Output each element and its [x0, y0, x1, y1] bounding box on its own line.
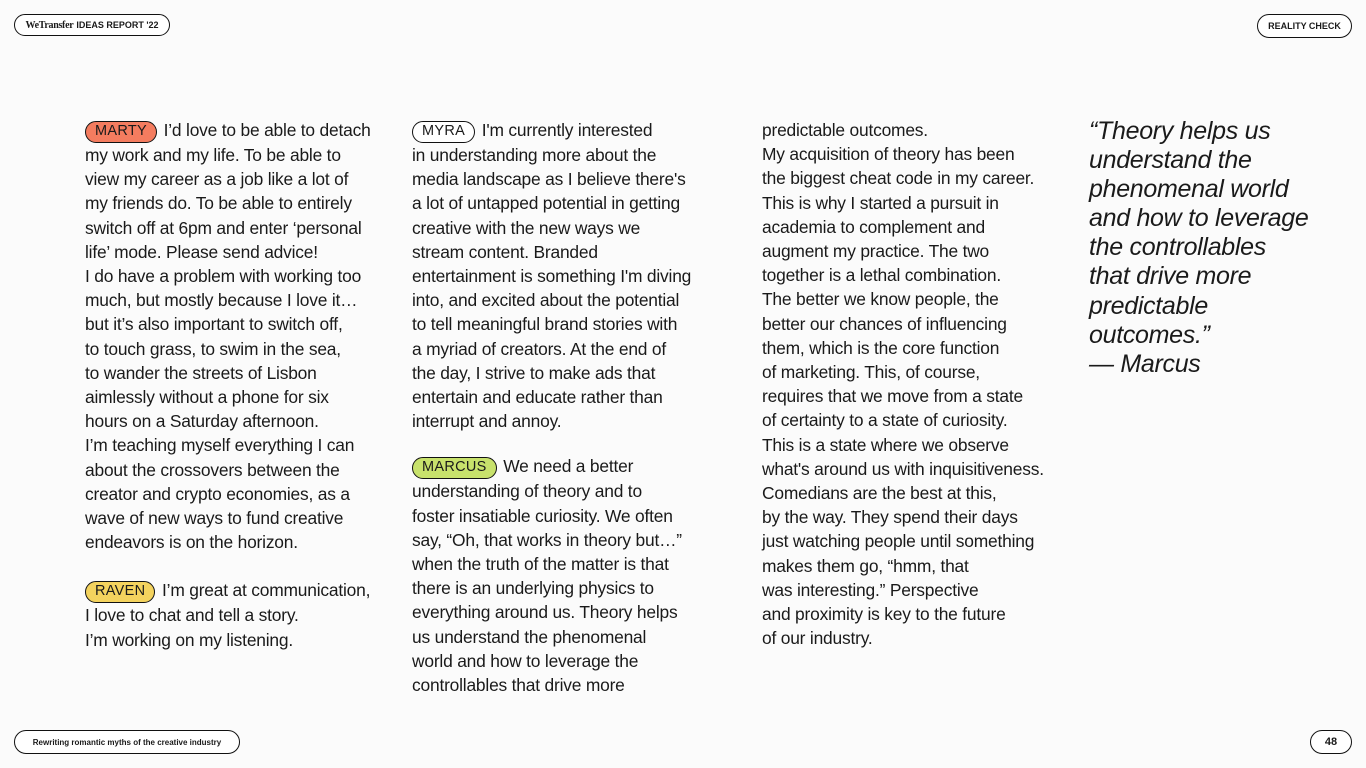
text-line: just watching people until something [762, 531, 1035, 552]
text-line: a lot of untapped potential in getting [412, 193, 680, 214]
text-line: about the crossovers between the [85, 459, 340, 480]
text-line: predictable outcomes. [762, 120, 928, 140]
text-line: my friends do. To be able to entirely [85, 193, 352, 214]
report-title-badge[interactable] [14, 14, 170, 36]
text-line: My acquisition of theory has been [762, 144, 1015, 165]
text-line: the day, I strive to make ads that [412, 362, 656, 383]
text-line: This is why I started a pursuit in [762, 192, 999, 213]
text-line: say, “Oh, that works in theory but…” [412, 529, 682, 550]
marty-paragraph [85, 118, 385, 554]
text-line: makes them go, “hmm, that [762, 555, 969, 576]
text-line: them, which is the core function [762, 337, 1000, 358]
text-line: I’m great at communication, [162, 580, 371, 601]
text-line: into, and excited about the potential [412, 290, 680, 311]
text-line: in understanding more about the [412, 145, 657, 165]
text-line: predictable [1089, 291, 1209, 320]
text-line: augment my practice. The two [762, 241, 990, 262]
text-line: by the way. They spend their days [762, 507, 1018, 528]
text-line: together is a lethal combination. [762, 265, 1001, 286]
text-line: understand the [1089, 146, 1252, 175]
text-line: world and how to leverage the [412, 650, 639, 671]
text-line: entertainment is something I'm diving [412, 266, 692, 287]
text-line: requires that we move from a state [762, 386, 1023, 407]
brand-logo: WeTransfer [25, 19, 74, 31]
section-badge[interactable]: REALITY CHECK [1257, 14, 1352, 38]
text-line: This is a state where we observe [762, 434, 1009, 455]
text-line: to tell meaningful brand stories with [412, 314, 678, 335]
text-line: — Marcus [1089, 349, 1201, 378]
myra-paragraph [412, 118, 712, 433]
text-line: endeavors is on the horizon. [85, 532, 298, 553]
text-line: foster insatiable curiosity. We often [412, 505, 673, 526]
text-line: hours on a Saturday afternoon. [85, 411, 319, 432]
marcus-tag: MARCUS [412, 457, 497, 479]
pull-quote-text [1089, 117, 1349, 379]
text-line: controllables that drive more [412, 675, 625, 696]
text-line: life’ mode. Please send advice! [85, 241, 318, 262]
text-line: media landscape as I believe there's [412, 169, 686, 190]
text-line: outcomes.” [1089, 320, 1210, 349]
text-line: We need a better [503, 456, 634, 477]
text-line: to wander the streets of Lisbon [85, 362, 317, 383]
text-line: what's around us with inquisitiveness. [762, 458, 1044, 479]
text-line: the biggest cheat code in my career. [762, 168, 1035, 189]
raven-paragraph [85, 578, 385, 651]
column-3 [762, 118, 1062, 650]
text-line: my work and my life. To be able to [85, 145, 341, 165]
text-line: was interesting.” Perspective [762, 579, 979, 600]
text-line: that drive more [1089, 262, 1252, 291]
text-line: interrupt and annoy. [412, 411, 562, 432]
text-line: entertain and educate rather than [412, 387, 663, 408]
column-2 [412, 118, 712, 697]
raven-tag: RAVEN [85, 581, 155, 603]
text-line: view my career as a job like a lot of [85, 169, 349, 190]
pull-quote [1089, 117, 1349, 379]
text-line: I’m working on my listening. [85, 629, 293, 650]
text-line: aimlessly without a phone for six [85, 387, 329, 408]
text-line: I love to chat and tell a story. [85, 605, 299, 626]
text-line: and how to leverage [1089, 204, 1309, 233]
text-line: creator and crypto economies, as a [85, 483, 350, 504]
text-line: I’d love to be able to detach [163, 120, 371, 140]
marcus-paragraph-continued [762, 118, 1062, 650]
text-line: stream content. Branded [412, 241, 598, 262]
text-line: there is an underlying physics to [412, 578, 654, 599]
text-line: and proximity is key to the future [762, 604, 1006, 625]
text-line: of certainty to a state of curiosity. [762, 410, 1008, 431]
text-line: academia to complement and [762, 216, 985, 237]
text-line: Comedians are the best at this, [762, 483, 997, 504]
text-line: to touch grass, to swim in the sea, [85, 338, 341, 359]
text-line: switch off at 6pm and enter ‘personal [85, 217, 362, 238]
chapter-badge[interactable]: Rewriting romantic myths of the creative industry [14, 730, 240, 754]
text-line: “Theory helps us [1089, 117, 1271, 145]
text-line: but it’s also important to switch off, [85, 314, 343, 335]
text-line: I’m teaching myself everything I can [85, 435, 355, 456]
text-line: creative with the new ways we [412, 217, 641, 238]
text-line: I do have a problem with working too [85, 266, 362, 287]
column-1 [85, 118, 385, 652]
text-line: us understand the phenomenal [412, 626, 647, 647]
marty-tag: MARTY [85, 121, 157, 143]
text-line: everything around us. Theory helps [412, 602, 678, 623]
text-line: a myriad of creators. At the end of [412, 338, 666, 359]
text-line: The better we know people, the [762, 289, 999, 310]
text-line: I'm currently interested [481, 120, 653, 140]
page-number: 48 [1310, 730, 1352, 754]
report-name: IDEAS REPORT '22 [76, 20, 159, 30]
text-line: wave of new ways to fund creative [85, 508, 344, 529]
text-line: better our chances of influencing [762, 313, 1007, 334]
text-line: of our industry. [762, 628, 873, 649]
text-line: much, but mostly because I love it… [85, 290, 358, 311]
text-line: the controllables [1089, 233, 1266, 262]
text-line: phenomenal world [1089, 175, 1289, 204]
text-line: understanding of theory and to [412, 481, 642, 502]
marcus-paragraph [412, 454, 712, 697]
text-line: when the truth of the matter is that [412, 554, 669, 575]
myra-tag: MYRA [412, 121, 475, 143]
text-line: of marketing. This, of course, [762, 362, 980, 383]
